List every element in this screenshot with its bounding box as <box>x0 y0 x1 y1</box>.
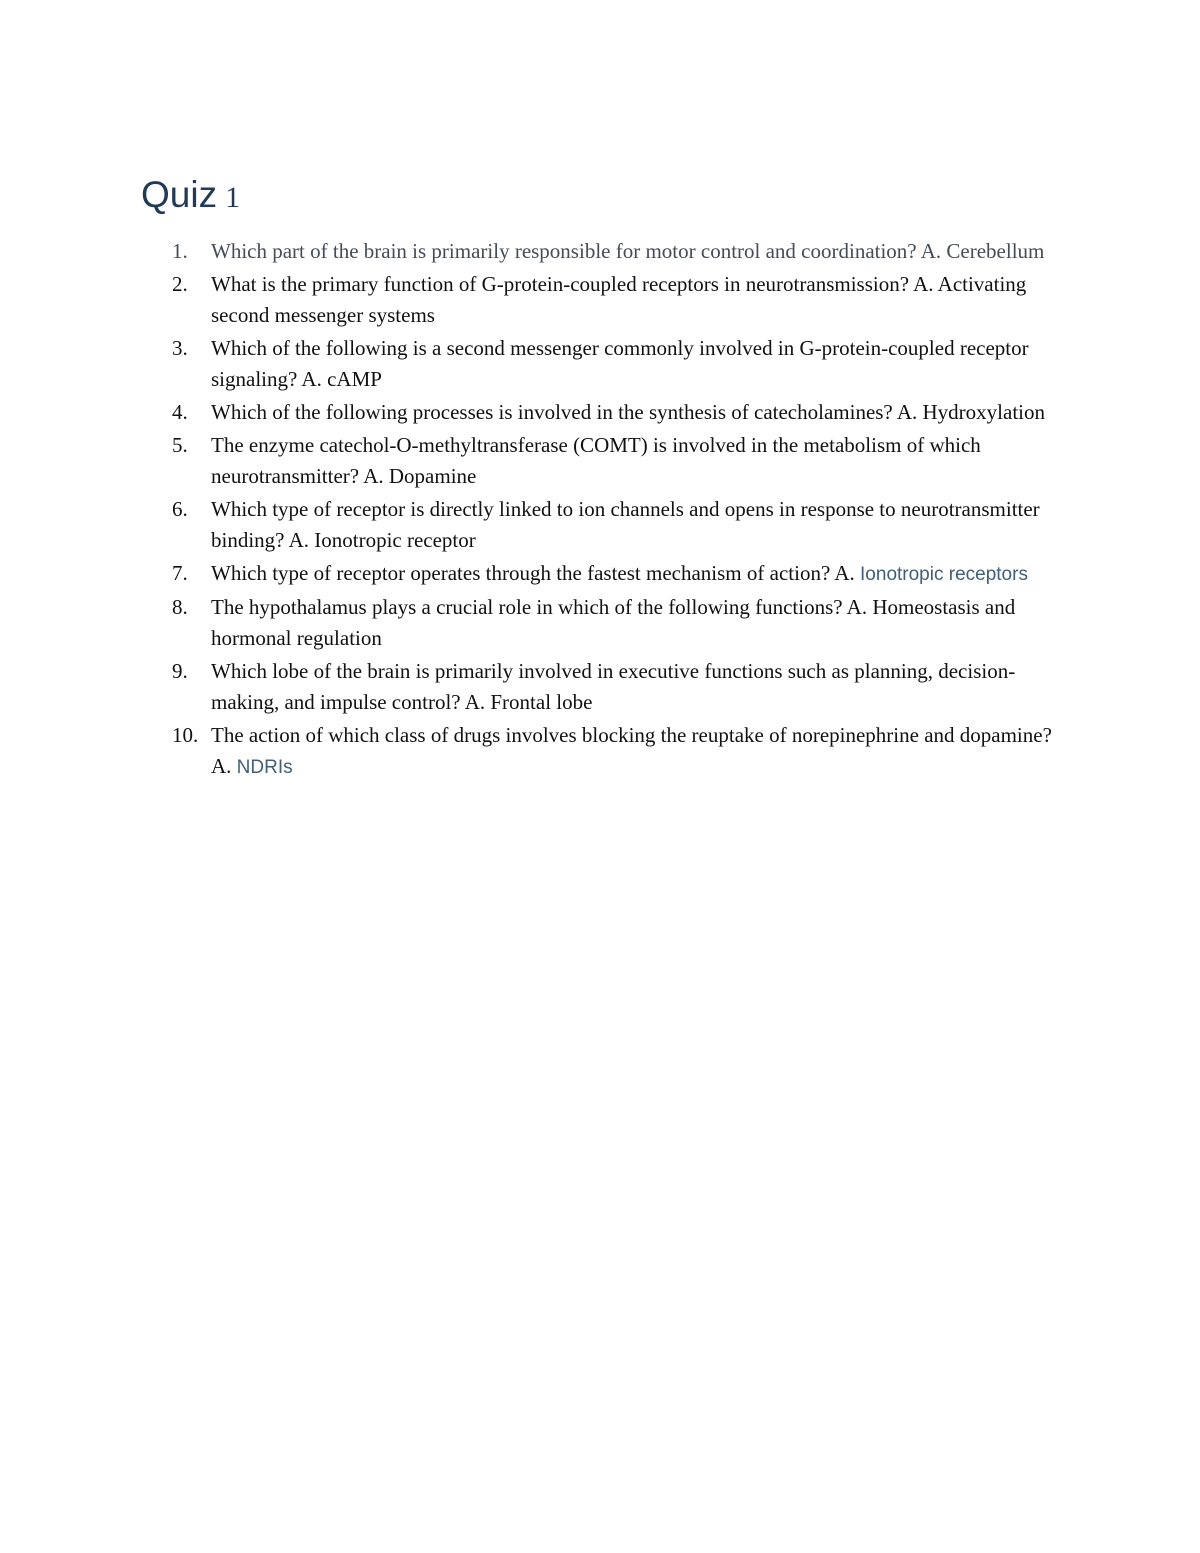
question-number: 5. <box>172 433 188 457</box>
question-prompt: The action of which class of drugs involves blocking the reuptake of norepinephrine and dopamine? A. <box>211 723 1052 778</box>
question-answer: Hydroxylation <box>922 400 1045 424</box>
question-prompt: Which part of the brain is primarily responsible for motor control and coordination? A. <box>211 239 942 263</box>
list-item <box>172 236 1062 267</box>
question-number: 8. <box>172 595 188 619</box>
question-answer: Ionotropic receptors <box>860 564 1028 585</box>
question-prompt: Which lobe of the brain is primarily involved in executive functions such as planning, decision-making, and impulse control? A. <box>211 659 1016 714</box>
question-answer: Ionotropic receptor <box>314 528 476 552</box>
question-answer: Cerebellum <box>946 239 1045 263</box>
question-text <box>211 494 1062 556</box>
question-text <box>211 430 1062 492</box>
question-text <box>211 558 1062 590</box>
question-text <box>211 397 1062 428</box>
question-text <box>211 333 1062 395</box>
page-title <box>141 176 240 213</box>
question-prompt: Which type of receptor operates through the fastest mechanism of action? A. <box>211 561 855 585</box>
question-number: 6. <box>172 497 188 521</box>
list-item <box>172 430 1062 492</box>
title-word: Quiz <box>141 174 218 215</box>
question-prompt: The hypothalamus plays a crucial role in which of the following functions? A. <box>211 595 868 619</box>
question-answer: NDRIs <box>236 757 293 778</box>
question-prompt: The enzyme catechol-O-methyltransferase (COMT) is involved in the metabolism of which neurotransmitter? A. <box>211 433 981 488</box>
question-answer: Frontal lobe <box>490 690 593 714</box>
question-text <box>211 656 1062 718</box>
question-number: 7. <box>172 561 188 585</box>
question-text <box>211 720 1062 783</box>
question-prompt: What is the primary function of G-protein-coupled receptors in neurotransmission? A. <box>211 272 934 296</box>
question-number: 1. <box>172 239 188 263</box>
question-number: 4. <box>172 400 188 424</box>
title-number: 1 <box>225 181 241 214</box>
list-item <box>172 333 1062 395</box>
question-prompt: Which type of receptor is directly linked to ion channels and opens in response to neurotransmitter binding? A. <box>211 497 1040 552</box>
list-item <box>172 720 1062 783</box>
question-prompt: Which of the following processes is involved in the synthesis of catecholamines? A. <box>211 400 918 424</box>
question-answer: cAMP <box>327 367 382 391</box>
question-answer: Dopamine <box>388 464 477 488</box>
question-number: 10. <box>172 723 199 747</box>
list-item <box>172 269 1062 331</box>
list-item <box>172 397 1062 428</box>
question-text <box>211 269 1062 331</box>
question-text <box>211 236 1062 267</box>
question-answer: Homeostasis and hormonal regulation <box>211 595 1016 650</box>
list-item <box>172 656 1062 718</box>
question-answer: Activating second messenger systems <box>211 272 1027 327</box>
question-text <box>211 592 1062 654</box>
question-list <box>172 236 1062 785</box>
question-number: 9. <box>172 659 188 683</box>
question-prompt: Which of the following is a second messenger commonly involved in G-protein-coupled receptor signaling? A. <box>211 336 1029 391</box>
list-item <box>172 494 1062 556</box>
list-item <box>172 558 1062 590</box>
question-number: 3. <box>172 336 188 360</box>
question-number: 2. <box>172 272 188 296</box>
list-item <box>172 592 1062 654</box>
